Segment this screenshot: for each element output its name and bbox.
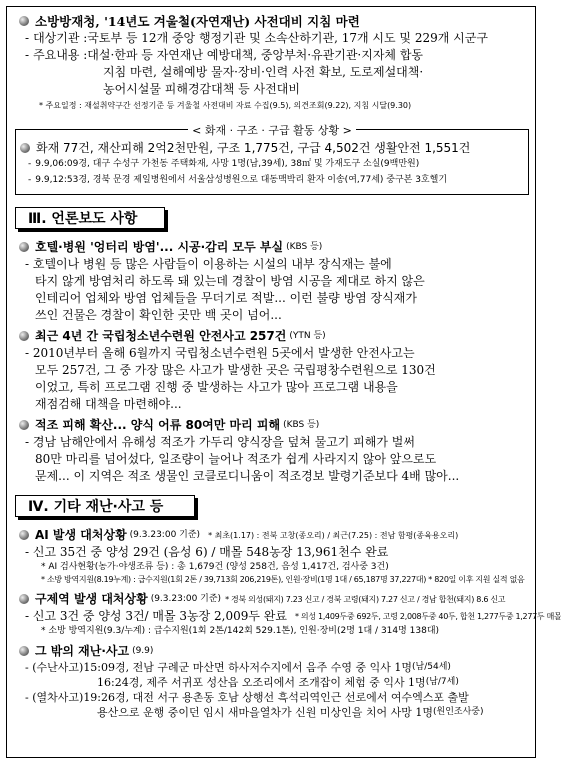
news-a-title-row [15, 239, 529, 256]
etc-line-4: 용산으로 운행 중이던 임시 새마을열차가 신원 미상인을 치어 사망 1명 (원인조사중) [97, 706, 484, 719]
news-c-title: 적조 피해 확산... 양식 어류 80여만 마리 피해 [35, 418, 281, 432]
news-c-line: 문제... 이 지역은 적조 생물인 코클로디니움이 적조경보 발령기준보다 4배 많아... [35, 469, 460, 483]
content-row: - 주요내용 : 대설·한파 등 자연재난 예방대책, 중앙부처·유관기관·지자체 합동 [25, 48, 424, 62]
content-row-2 [15, 64, 529, 81]
schedule-row [15, 100, 529, 112]
news-b-title: 최근 4년 간 국립청소년수련원 안전사고 257건 [35, 329, 287, 343]
etc-title-row [15, 643, 529, 660]
bullet-ball-icon [19, 594, 29, 604]
fmd-line-1-note: * 의성 1,409두중 692두, 고령 2,008두중 40두, 합천 1,277두중 1,277두 매몰 [294, 612, 561, 621]
section-header-media: Ⅲ. 언론보도 사항 [15, 207, 165, 229]
fmd-line-2: * 소방 방역지원(9.3/누계) : 급수지원(1회 2톤/142회 529.1톤), 인원·장비(2명 1대 / 314명 138대) [41, 626, 440, 636]
news-c-line: 80만 마리를 넘어섰다, 일조량이 늘어나 적조가 쉽게 사라지지 않아 앞으로도 [35, 452, 437, 466]
etc-line-3: - (열차사고) 19:26경, 대전 서구 용촌동 호남 상행선 흑석리역인근 선로에서 여수엑스포 출발 [25, 691, 469, 704]
target-row: - 대상기관 : 국토부 등 12개 중앙 행정기관 및 소속산하기관, 17개 시도 및 229개 시군구 [25, 31, 488, 45]
bullet-ball-icon [19, 242, 29, 252]
content-text-3: 농어시설물 피해경감대책 등 사전대비 [103, 82, 300, 96]
fmd-time: (9.3.23:00 기준) [150, 594, 222, 604]
section-header-other: Ⅳ. 기타 재난·사고 등 [15, 495, 195, 517]
section-media-reports [15, 239, 529, 485]
fire-item-2: - 9.9,12:53경, 경북 문경 제일병원에서 서울삼성병원으로 대동맥박리 환자 이송(여,77세) 중구본 3호헬기 [28, 175, 448, 185]
news-a-title: 호텔·병원 '엉터리 방염'... 시공·감리 모두 부실 [35, 240, 284, 254]
news-a-line: 타지 않게 방염처리 하도록 돼 있는데 경찰이 방염 시공을 제대로 하지 않은 [35, 274, 425, 288]
fire-rescue-summary: 화재 77건, 재산피해 2억2천만원, 구조 1,775건, 구급 4,502건 생활안전 1,551건 [36, 141, 471, 155]
ai-line-1: - 신고 35건 중 양성 29건 (음성 6) / 매몰 548농장 13,961천수 완료 [25, 545, 389, 559]
etc-title: 그 밖의 재난·사고 [35, 644, 130, 658]
fmd-title-row [15, 591, 529, 608]
ai-title-row [15, 527, 529, 544]
news-a-source: (KBS 등) [286, 242, 323, 252]
target-label: 대상기관 : [33, 31, 88, 45]
news-b-line: 모두 257건, 그 중 가장 많은 사고가 발생한 곳은 국립평창수련원으로 130건 [35, 363, 436, 377]
news-a-line: 쓰인 건물은 경찰이 확인한 곳만 백 곳이 넘어... [35, 308, 282, 322]
news-b-line: 이었고, 특히 프로그램 진행 중 발생하는 사고가 많아 프로그램 내용을 [35, 380, 398, 394]
schedule-text: * 주요일정 : 재설취약구간 선정기준 등 겨울철 사전대비 자료 수집(9.5), 의견조회(9.22), 지침 시달(9.30) [39, 101, 412, 110]
document-page [6, 6, 561, 758]
etc-date: (9.9) [132, 646, 154, 656]
fmd-note: * 경북 의성(돼지) 7.23 신고 / 경북 고령(돼지) 7.27 신고 / 경남 합천(돼지) 8.6 신고 [225, 595, 506, 604]
news-b-source: (YTN 등) [289, 331, 326, 341]
bullet-ball-icon [19, 16, 29, 26]
bullet-ball-icon [19, 331, 29, 341]
fire-rescue-box [15, 124, 529, 195]
ai-note: * 최초(1.17) : 전북 고창(종오리) / 최근(7.25) : 전남 함평(종육용오리) [208, 531, 459, 540]
target-text: 국토부 등 12개 중앙 행정기관 및 소속산하기관, 17개 시도 및 229개 시군구 [87, 31, 488, 45]
news-b-line: 재점검해 대책을 마련해야... [35, 397, 182, 411]
section-other-disasters [15, 527, 561, 720]
bullet-ball-icon [20, 143, 30, 153]
news-a-line: - 호텔이나 병원 등 많은 사람들이 이용하는 시설의 내부 장식재는 불에 [25, 257, 392, 271]
news-c-source: (KBS 등) [283, 420, 320, 430]
news-c-line: - 경남 남해안에서 유해성 적조가 가두리 양식장을 덮쳐 물고기 피해가 벌써 [25, 435, 415, 449]
ai-title: AI 발생 대처상황 [35, 528, 127, 542]
ai-line-2: * AI 검사현황(농가·야생조류 등) : 총 1,679건 (양성 258건, 음성 1,417건, 검사중 3건) [41, 562, 389, 572]
etc-line-1: - (수난사고) 15:09경, 전남 구례군 마산면 하사저수지에서 음주 수영 중 익사 1명 (남/54세) [25, 661, 451, 674]
news-c-title-row [15, 417, 529, 434]
fmd-line-1: - 신고 3건 중 양성 3건/ 매몰 3농장 2,009두 완료 * 의성 1,409두중 692두, 고령 2,008두중 40두, 합천 1,277두중 1,277두 매몰 [25, 609, 561, 623]
content-text-1: 대설·한파 등 자연재난 예방대책, 중앙부처·유관기관·지자체 합동 [87, 48, 424, 62]
bullet-ball-icon [19, 530, 29, 540]
content-row-3 [15, 81, 529, 98]
fire-rescue-summary-row [20, 140, 526, 157]
bullet-ball-icon [19, 646, 29, 656]
news-b-title-row [15, 328, 529, 345]
content-label: 주요내용 : [33, 48, 88, 62]
etc-line-2: 16:24경, 제주 서귀포 성산읍 오조리에서 조개잡이 체험 중 익사 1명 (남/7세) [97, 676, 459, 689]
ai-time: (9.3.23:00 기준) [129, 530, 201, 540]
fire-item-1: - 9.9,06:09경, 대구 수성구 가천동 주택화재, 사망 1명(남,39세), 38㎡ 및 가재도구 소실(9백만원) [28, 159, 420, 169]
content-text-2: 지침 마련, 설해예방 물자·장비·인력 사전 확보, 도로제설대책· [103, 65, 424, 79]
section-winter-guidelines [15, 13, 529, 112]
fmd-title: 구제역 발생 대처상황 [35, 592, 148, 606]
guideline-title: 소방방재청, '14년도 겨울철(자연재난) 사전대비 지침 마련 [35, 14, 360, 29]
bullet-ball-icon [19, 420, 29, 430]
news-a-line: 인테리어 업체와 방염 업체들을 무더기로 적발... 이런 불량 방염 장식재가 [35, 291, 417, 305]
ai-line-3: * 소방 방역지원(8.19누계) : 급수지원(1회 2톤 / 39,713회 206,219톤), 인원·장비(1명 1대 / 65,187명 37,227대) * 820일 이후 지원 실적 없음 [41, 575, 525, 584]
guideline-title-row [15, 13, 529, 30]
fire-rescue-title: < 화재 · 구조 · 구급 활동 상황 > [16, 122, 528, 138]
news-b-line: - 2010년부터 올해 6월까지 국립청소년수련원 5곳에서 발생한 안전사고는 [25, 346, 415, 360]
